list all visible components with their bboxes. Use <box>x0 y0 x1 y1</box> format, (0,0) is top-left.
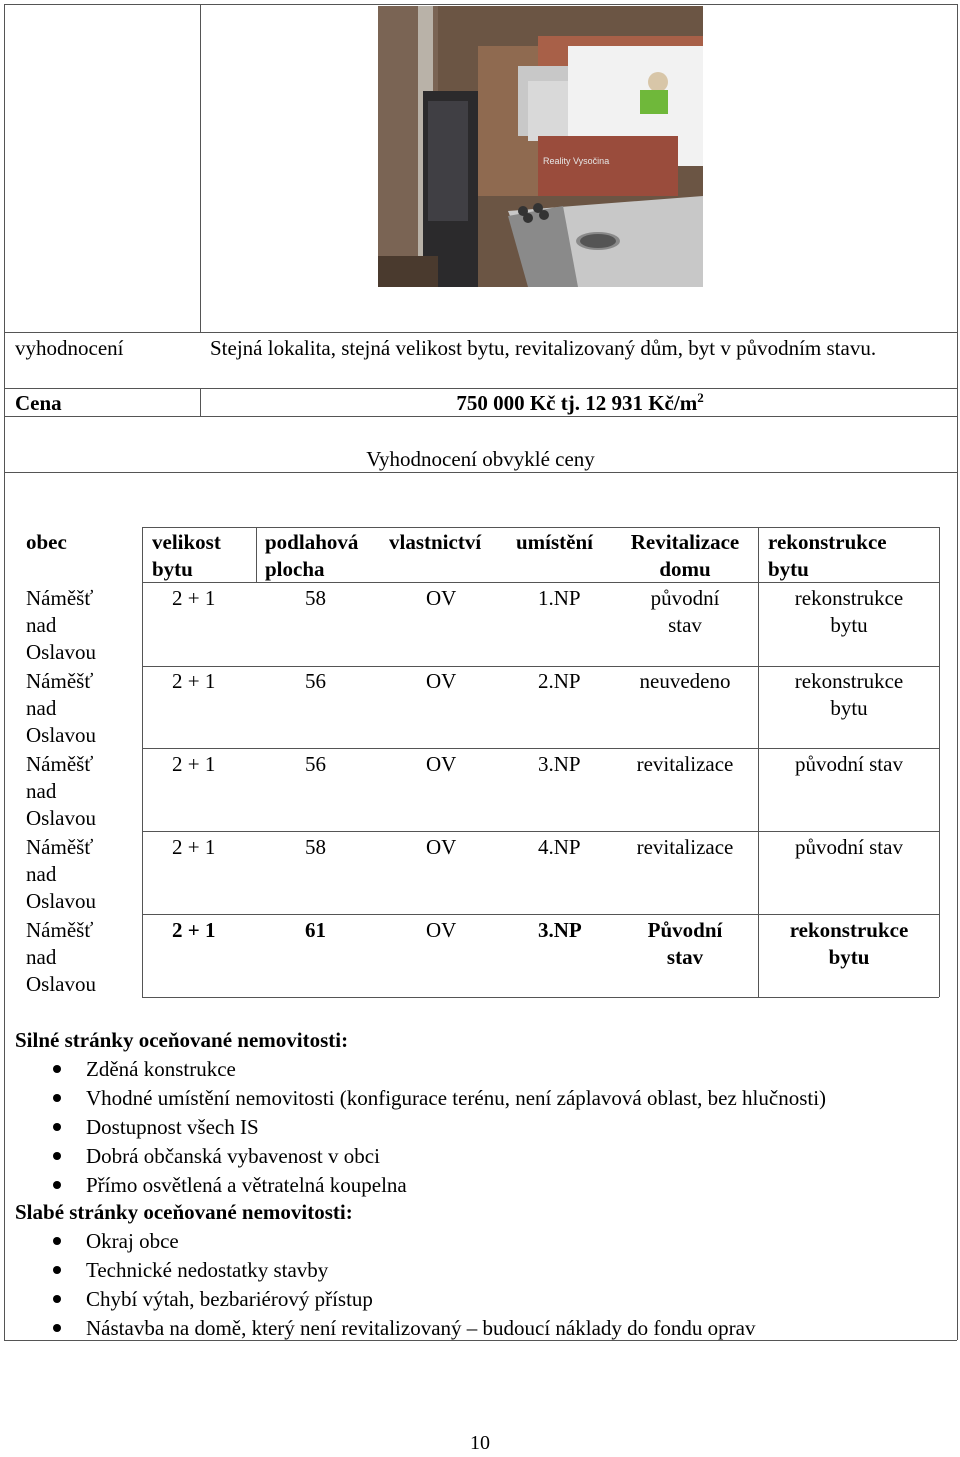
table-row-4-velikost: 2 + 1 <box>172 835 216 859</box>
header-plocha: podlahová plocha <box>265 530 359 581</box>
table-row-3-plocha: 56 <box>305 752 326 776</box>
bullet-icon <box>53 1094 61 1102</box>
table-row-3-velikost: 2 + 1 <box>172 752 216 776</box>
header-divider-1 <box>256 527 257 582</box>
evaluation-text: Stejná lokalita, stejná velikost bytu, revitalizovaný dům, byt v původním stavu. <box>210 336 877 360</box>
header-velikost: velikost bytu <box>152 530 221 581</box>
list-item: Technické nedostatky stavby <box>86 1258 329 1282</box>
kitchen-illustration <box>378 6 703 287</box>
table-left <box>142 527 143 997</box>
bullet-icon <box>53 1237 61 1245</box>
frame-top <box>4 4 957 5</box>
table-row-line-2 <box>142 666 939 667</box>
table-row-5-rekonstrukce: rekonstrukce bytu <box>789 918 909 969</box>
table-row-line-4 <box>142 831 939 832</box>
header-obec: obec <box>26 530 67 554</box>
table-row-2-vlastnictvi: OV <box>426 669 457 693</box>
bullet-icon <box>53 1295 61 1303</box>
list-item: Nástavba na domě, který není revitalizovaný – budoucí náklady do fondu oprav <box>86 1316 756 1340</box>
price-value: 750 000 Kč tj. 12 931 $Kč/m^2$ <box>456 390 704 415</box>
table-row-4-vlastnictvi: OV <box>426 835 457 859</box>
frame-col-divider-price <box>200 388 201 416</box>
bullet-icon <box>53 1152 61 1160</box>
table-right <box>939 527 940 997</box>
list-item: Dostupnost všech IS <box>86 1115 259 1139</box>
table-row-5-revitalizace: Původní stav <box>647 918 723 969</box>
table-row-5-velikost: 2 + 1 <box>172 918 216 942</box>
list-item: Dobrá občanská vybavenost v obci <box>86 1144 380 1168</box>
table-top <box>142 527 939 528</box>
table-row-line-5 <box>142 914 939 915</box>
frame-row-1 <box>4 332 957 333</box>
list-item: Vhodné umístění nemovitosti (konfigurace terénu, není záplavová oblast, bez hlučnosti) <box>86 1086 827 1110</box>
bullet-icon <box>53 1181 61 1189</box>
table-row-3-vlastnictvi: OV <box>426 752 457 776</box>
table-col-divider-last <box>758 527 759 997</box>
table-row-4-rekonstrukce: původní stav <box>795 835 903 859</box>
table-row-5-plocha: 61 <box>305 918 326 942</box>
page-number: 10 <box>470 1432 490 1454</box>
table-row-1-velikost: 2 + 1 <box>172 586 216 610</box>
kitchen-photo <box>378 6 703 287</box>
table-row-line-3 <box>142 748 939 749</box>
list-item: Přímo osvětlená a větratelná koupelna <box>86 1173 407 1197</box>
strengths-title: Silné stránky oceňované nemovitosti: <box>15 1028 349 1052</box>
frame-row-2 <box>4 388 957 389</box>
table-row-2-velikost: 2 + 1 <box>172 669 216 693</box>
bullet-icon <box>53 1266 61 1274</box>
table-row-4-obec: Náměšť nad Oslavou <box>26 835 96 913</box>
weaknesses-title: Slabé stránky oceňované nemovitosti: <box>15 1200 353 1224</box>
table-row-1-plocha: 58 <box>305 586 326 610</box>
bullet-icon <box>53 1324 61 1332</box>
table-row-1-rekonstrukce: rekonstrukce bytu <box>794 586 904 637</box>
table-row-1-vlastnictvi: OV <box>426 586 457 610</box>
section-title: Vyhodnocení obvyklé ceny <box>366 447 595 471</box>
table-bottom <box>142 997 939 998</box>
table-row-3-umisteni: 3.NP <box>538 752 581 776</box>
table-row-4-revitalizace: revitalizace <box>636 835 734 859</box>
table-row-1-obec: Náměšť nad Oslavou <box>26 586 96 664</box>
table-row-1-revitalizace: původní stav <box>650 586 720 637</box>
list-item: Zděná konstrukce <box>86 1057 236 1081</box>
photo-watermark: Reality Vysočina <box>543 156 610 166</box>
list-item: Okraj obce <box>86 1229 179 1253</box>
table-row-5-umisteni: 3.NP <box>538 918 582 942</box>
frame-col-divider <box>200 4 201 332</box>
bullet-icon <box>53 1123 61 1131</box>
table-row-2-plocha: 56 <box>305 669 326 693</box>
header-rekonstrukce: rekonstrukce bytu <box>768 530 887 581</box>
price-superscript: 2 <box>697 390 704 405</box>
table-row-2-obec: Náměšť nad Oslavou <box>26 669 96 747</box>
header-umisteni: umístění <box>516 530 594 554</box>
table-row-5-vlastnictvi: OV <box>426 918 457 942</box>
table-row-1-umisteni: 1.NP <box>538 586 581 610</box>
frame-left <box>4 4 5 1340</box>
header-vlastnictvi: vlastnictví <box>389 530 482 554</box>
table-row-3-rekonstrukce: původní stav <box>795 752 903 776</box>
table-row-2-umisteni: 2.NP <box>538 669 581 693</box>
frame-right <box>957 4 958 1340</box>
table-row-3-obec: Náměšť nad Oslavou <box>26 752 96 830</box>
header-revitalizace: Revitalizace domu <box>630 530 740 581</box>
evaluation-label: vyhodnocení <box>15 336 124 360</box>
price-label: Cena <box>15 391 62 415</box>
bullet-icon <box>53 1065 61 1073</box>
table-row-2-revitalizace: neuvedeno <box>639 669 731 693</box>
table-row-4-plocha: 58 <box>305 835 326 859</box>
list-item: Chybí výtah, bezbariérový přístup <box>86 1287 373 1311</box>
table-row-5-obec: Náměšť nad Oslavou <box>26 918 96 996</box>
table-row-4-umisteni: 4.NP <box>538 835 581 859</box>
table-row-3-revitalizace: revitalizace <box>636 752 734 776</box>
table-row-2-rekonstrukce: rekonstrukce bytu <box>794 669 904 720</box>
